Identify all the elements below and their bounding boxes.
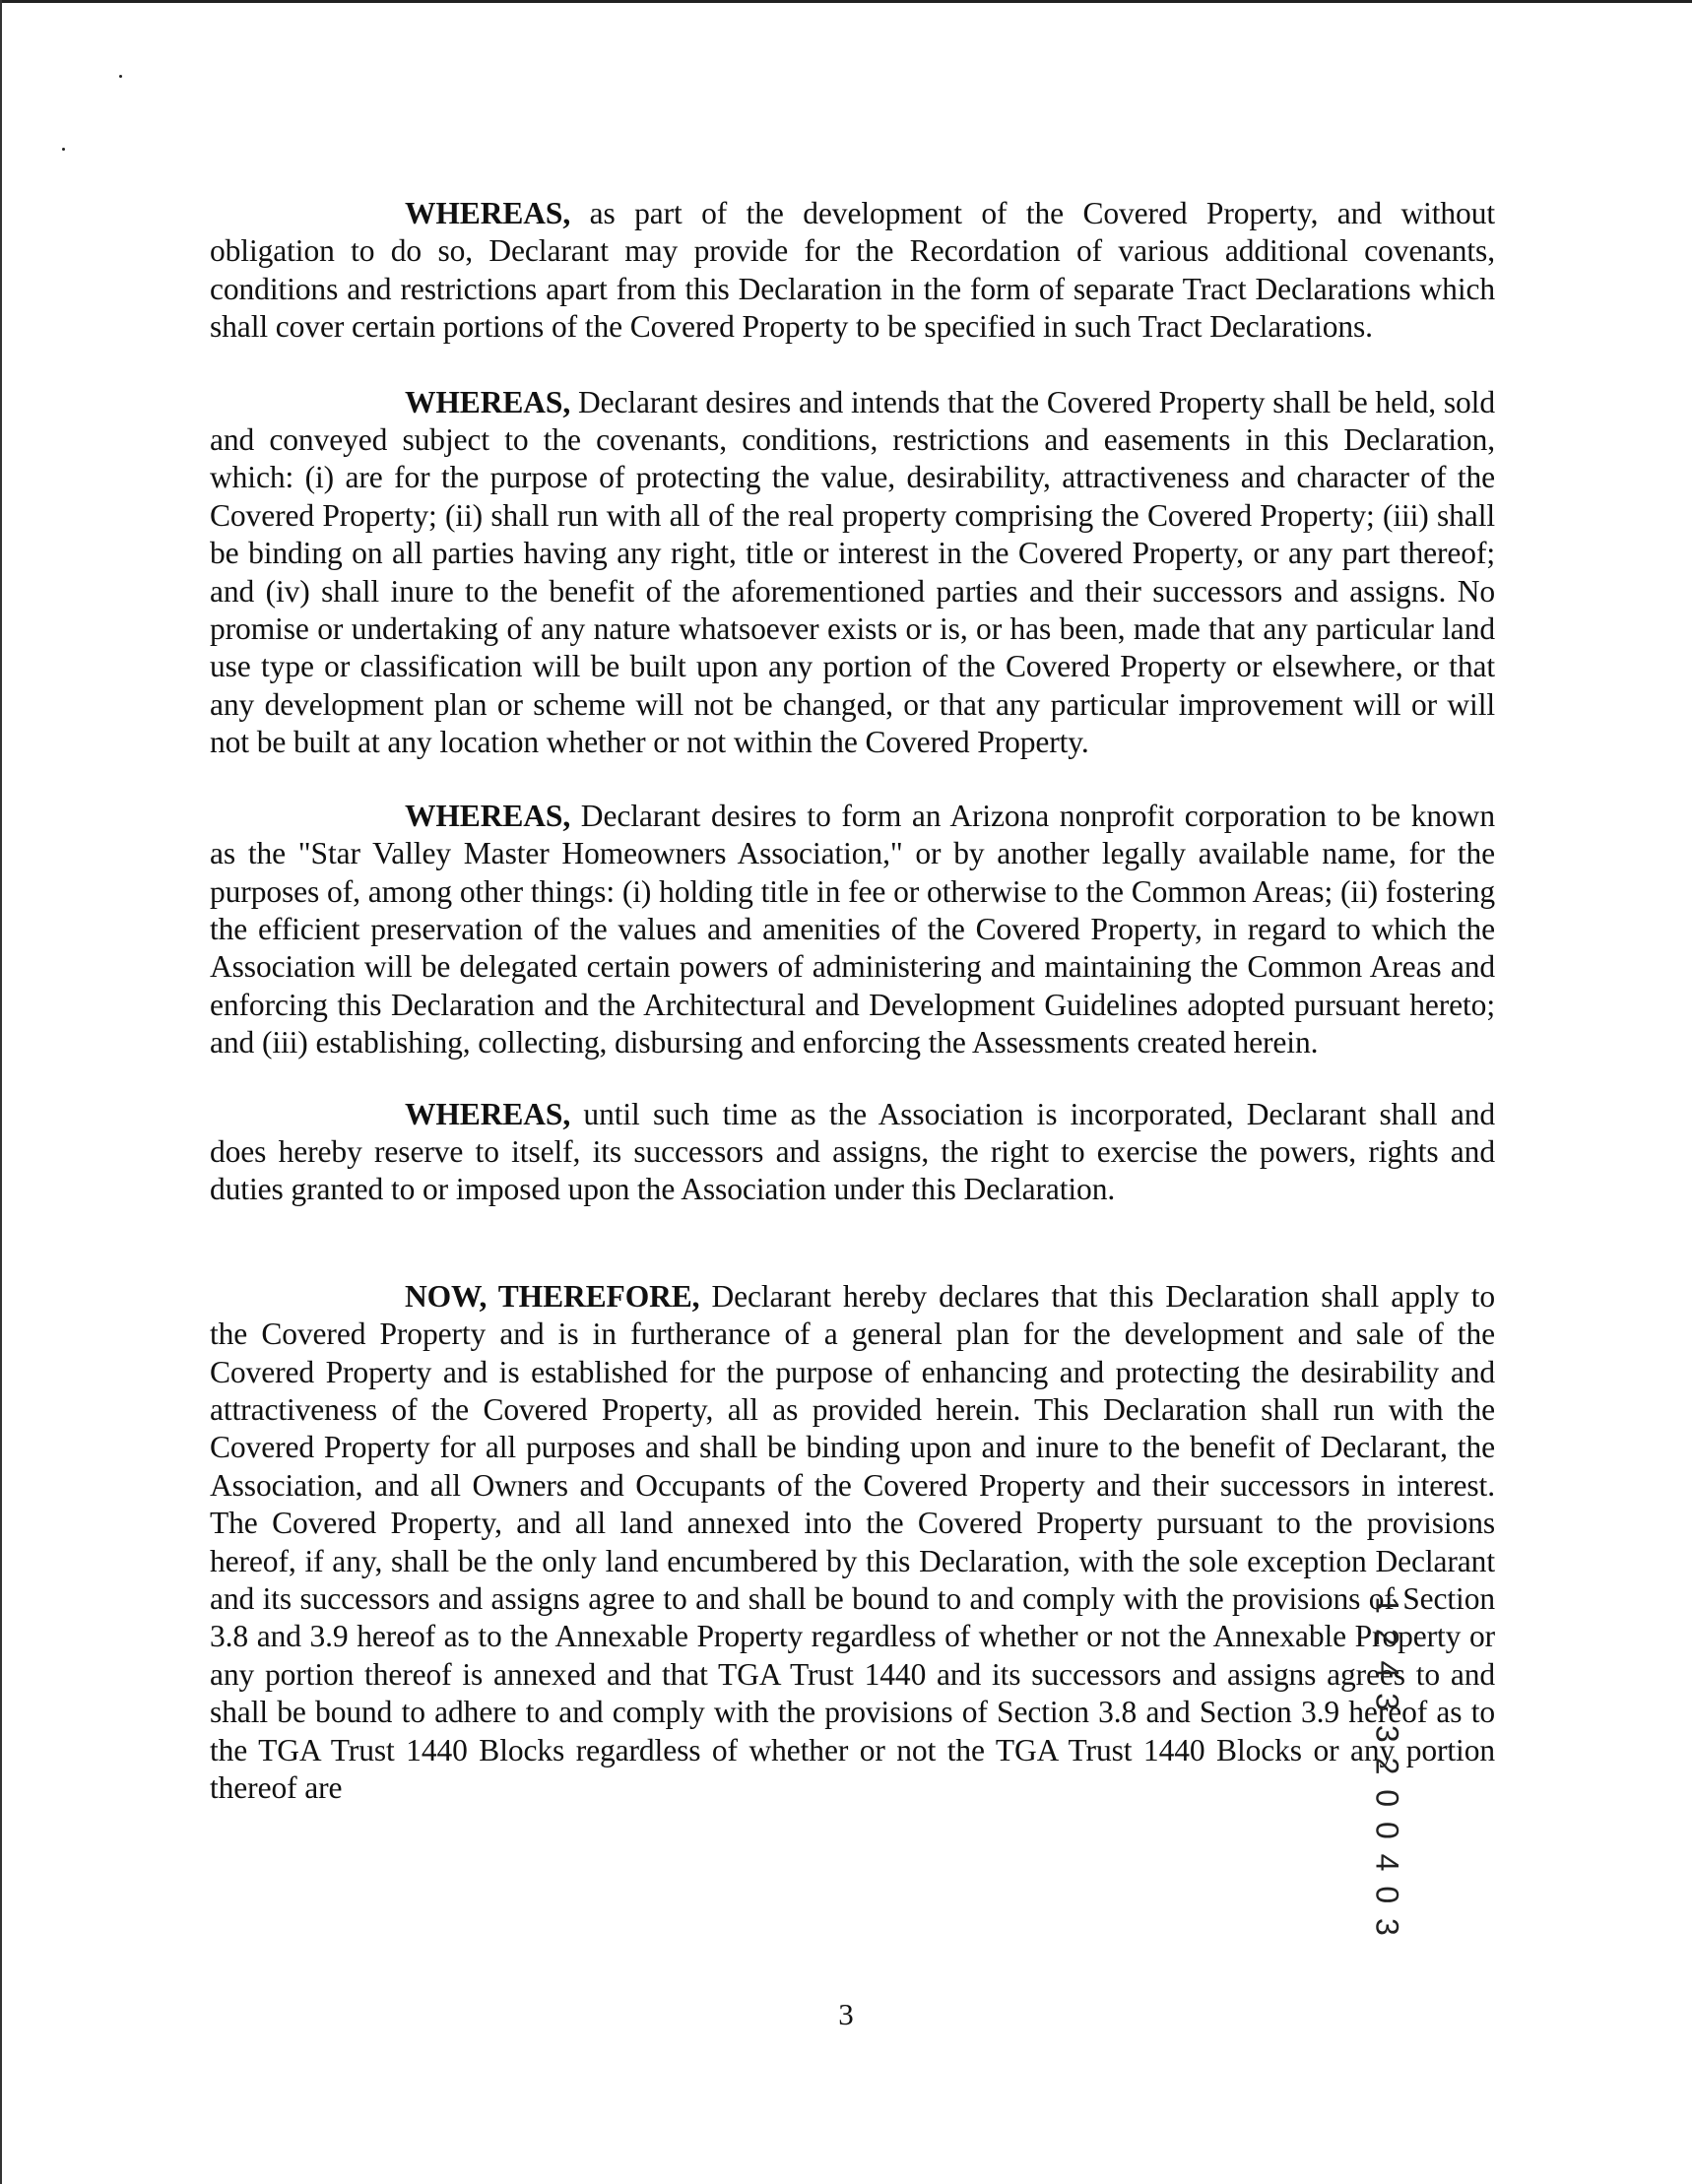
paragraph-whereas-association-formation [210, 798, 1495, 1062]
scan-top-edge [0, 0, 1692, 3]
paragraph-text: Declarant desires and intends that the Covered Property shall be held, sold and conveyed subject to the covenants, conditions, restrictions and easements in this Declaration, which: (i) are for the purpose of protecting the value, desirability, attractiveness and character of the Covered Property; (ii) shall run with all of the real property comprising the Covered Property; (iii) shall be binding on all parties having any right, title or interest in the Covered Property, or any part thereof; and (iv) shall inure to the benefit of the aforementioned parties and their successors and assigns. No promise or undertaking of any nature whatsoever exists or is, or has been, made that any particular land use type or classification will be built upon any portion of the Covered Property or elsewhere, or that any development plan or scheme will not be changed, or that any particular improvement will or will not be built at any location whether or not within the Covered Property. [210, 384, 1495, 760]
scan-speck [119, 75, 122, 78]
paragraph-text: Declarant hereby declares that this Declaration shall apply to the Covered Property and is in furtherance of a general plan for the development and sale of the Covered Property and is established for the purpose of enhancing and protecting the desirability and attractiveness of the Covered Property, all as provided herein. This Declaration shall run with the Covered Property for all purposes and shall be binding upon and inure to the benefit of Declarant, the Association, and all Owners and Occupants of the Covered Property and their successors in interest. The Covered Property, and all land annexed into the Covered Property pursuant to the provisions hereof, if any, shall be the only land encumbered by this Declaration, with the sole exception Declarant and its successors and assigns agree to and shall be bound to and comply with the provisions of Section 3.8 and 3.9 hereof as to the Annexable Property regardless of whether or not the Annexable Property or any portion thereof is annexed and that TGA Trust 1440 and its successors and assigns agrees to and shall be bound to adhere to and comply with the provisions of Section 3.8 and Section 3.9 hereof as to the TGA Trust 1440 Blocks regardless of whether or not the TGA Trust 1440 Blocks or any portion thereof are [210, 1278, 1496, 1806]
paragraph-whereas-tract-declarations [210, 195, 1495, 347]
scan-left-edge [0, 0, 2, 2184]
paragraph-lead: WHEREAS, [405, 798, 571, 833]
paragraph-lead: WHEREAS, [405, 196, 571, 230]
scan-speck [62, 148, 65, 151]
paragraph-text: as part of the development of the Covered Property, and without obligation to do so, Declarant may provide for the Recordation of various additional covenants, conditions and restrictions apart from this Declaration in the form of separate Tract Declarations which shall cover certain portions of the Covered Property to be specified in such Tract Declarations. [210, 196, 1495, 345]
paragraph-text: until such time as the Association is incorporated, Declarant shall and does hereby reserve to itself, its successors and assigns, the right to exercise the powers, rights and duties granted to or imposed upon the Association under this Declaration. [210, 1096, 1495, 1207]
paragraph-lead: WHEREAS, [405, 384, 571, 419]
paragraph-lead: WHEREAS, [405, 1096, 571, 1131]
paragraph-lead: NOW, THEREFORE, [405, 1278, 700, 1314]
paragraph-text: Declarant desires to form an Arizona nonprofit corporation to be known as the "Star Valley Master Homeowners Association," or by another legally available name, for the purposes of, among other things: (i) holding title in fee or otherwise to the Common Areas; (ii) fostering the efficient preservation of the values and amenities of the Covered Property, in regard to which the Association will be delegated certain powers of administering and maintaining the Common Areas and enforcing this Declaration and the Architectural and Development Guidelines adopted pursuant hereto; and (iii) establishing, collecting, disbursing and enforcing the Assessments created herein. [210, 798, 1495, 1060]
document-body [210, 195, 1495, 1807]
paragraph-now-therefore [210, 1278, 1495, 1808]
recording-stamp [1357, 1596, 1416, 1939]
paragraph-whereas-covenants-intent [210, 384, 1495, 762]
page-number: 3 [838, 1997, 854, 2031]
paragraph-whereas-reserved-powers [210, 1096, 1495, 1209]
recording-stamp-number: 1 2 4 3 3 2 0 0 4 0 3 [1369, 1596, 1405, 1939]
